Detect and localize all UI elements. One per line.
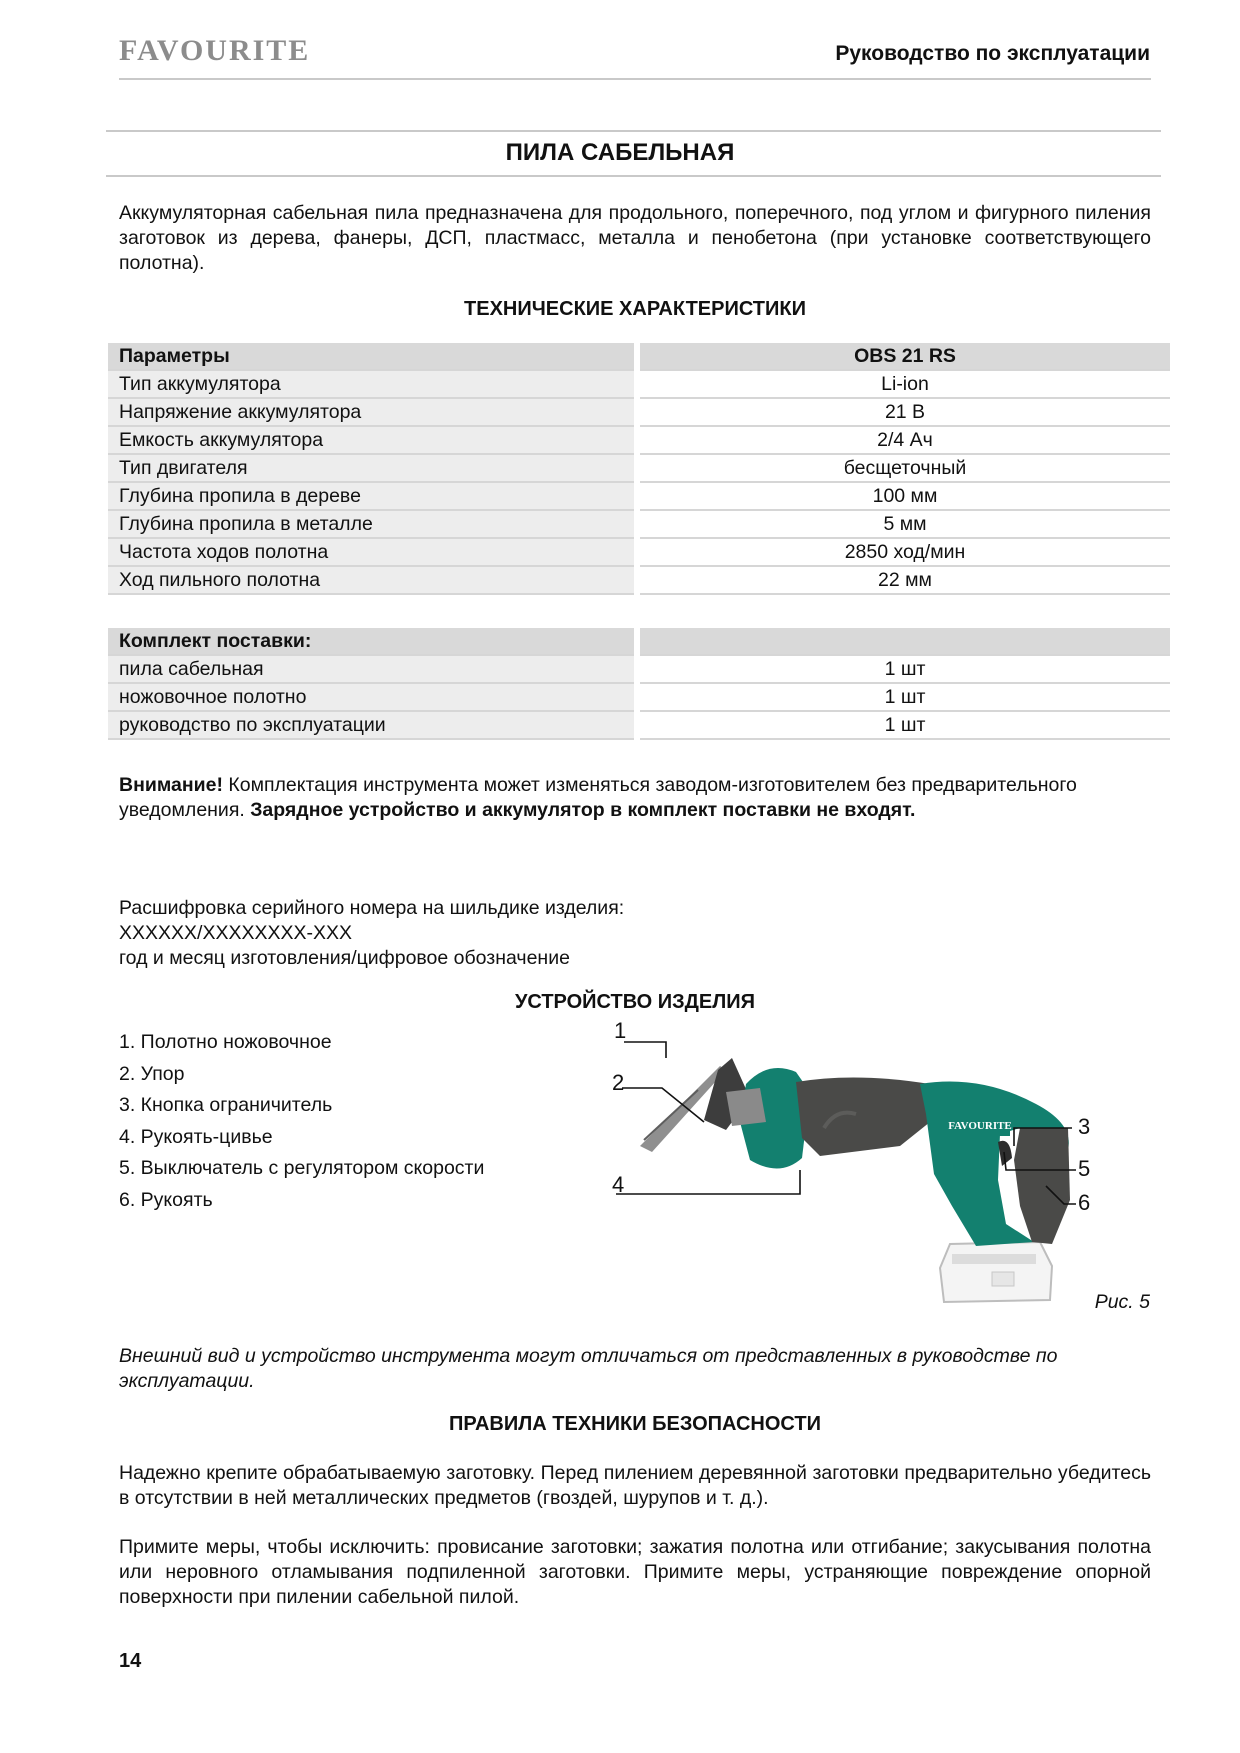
safety-paragraph-1: Надежно крепите обрабатываемую заготовку. Перед пилением деревянной заготовки предварительно убедитесь в отсутствии в ней металлических предметов (гвоздей, шурупов и т. д.). <box>119 1462 1151 1509</box>
kit-item: ножовочное полотно <box>108 684 634 712</box>
appearance-note: Внешний вид и устройство инструмента могут отличаться от представленных в руководстве по эксплуатации. <box>119 1345 1058 1392</box>
spec-param: Тип аккумулятора <box>108 371 634 399</box>
table-row <box>108 511 1170 539</box>
safety-heading: ПРАВИЛА ТЕХНИКИ БЕЗОПАСНОСТИ <box>449 1413 821 1435</box>
list-item: 3. Кнопка ограничитель <box>119 1094 333 1117</box>
table-row <box>108 567 1170 595</box>
header-rule <box>119 78 1151 80</box>
table-row <box>108 427 1170 455</box>
spec-value: 21 В <box>640 399 1170 427</box>
table-row <box>108 455 1170 483</box>
kit-item: руководство по эксплуатации <box>108 712 634 740</box>
spec-value: 2/4 Ач <box>640 427 1170 455</box>
spec-param: Частота ходов полотна <box>108 539 634 567</box>
serial-line-1: Расшифровка серийного номера на шильдике изделия: <box>119 897 625 919</box>
callout-3: 3 <box>1078 1114 1091 1139</box>
figure-caption: Рис. 5 <box>1094 1291 1150 1313</box>
spec-value: 5 мм <box>640 511 1170 539</box>
attention-note <box>119 773 1151 823</box>
table-row <box>108 712 1170 740</box>
table-row <box>108 483 1170 511</box>
intro-paragraph: Аккумуляторная сабельная пила предназначена для продольного, поперечного, под углом и фигурного пиления заготовок из дерева, фанеры, ДСП, пластмасс, металла и пенобетона (при установке соответствующего полотна). <box>119 202 1151 274</box>
kit-table <box>108 628 1170 740</box>
tool-brand-label: FAVOURITE <box>948 1120 1012 1132</box>
list-item: 2. Упор <box>119 1062 185 1085</box>
chuck-icon <box>726 1088 766 1126</box>
spec-value: 100 мм <box>640 483 1170 511</box>
table-row <box>108 371 1170 399</box>
device-heading: УСТРОЙСТВО ИЗДЕЛИЯ <box>514 991 756 1013</box>
title-rule-bottom <box>106 175 1161 177</box>
safety-paragraph-2: Примите меры, чтобы исключить: провисание заготовки; зажатия полотна или отгибание; закусывания полотна или неровного отламывания подпиленной заготовки. Примите меры, устраняющие повреждение опорной поверхности при пилении сабельной пилой. <box>119 1536 1151 1608</box>
callout-5: 5 <box>1078 1156 1091 1181</box>
list-item: 6. Рукоять <box>119 1188 213 1211</box>
spec-param: Тип двигателя <box>108 455 634 483</box>
kit-item: пила сабельная <box>108 656 634 684</box>
spec-value: бесщеточный <box>640 455 1170 483</box>
title-rule-top <box>106 130 1161 132</box>
brand-logo: FAVOURITE <box>119 34 311 67</box>
tool-grip-icon <box>796 1077 940 1156</box>
spec-param: Емкость аккумулятора <box>108 427 634 455</box>
list-item: 4. Рукоять-цивье <box>119 1125 273 1148</box>
reciprocating-saw-figure <box>600 1010 1160 1310</box>
battery-icon <box>940 1242 1052 1302</box>
callout-2: 2 <box>612 1070 625 1095</box>
parts-list <box>119 1031 484 1221</box>
attention-bold: Зарядное устройство и аккумулятор в комплект поставки не входят. <box>250 799 916 821</box>
kit-qty: 1 шт <box>640 656 1170 684</box>
callout-6: 6 <box>1078 1190 1091 1215</box>
list-item: 5. Выключатель с регулятором скорости <box>119 1157 485 1180</box>
serial-line-2: XXXXXX/XXXXXXXX-XXX <box>119 922 353 944</box>
spec-param: Глубина пропила в металле <box>108 511 634 539</box>
spec-value: 2850 ход/мин <box>640 539 1170 567</box>
rear-handle-icon <box>1014 1128 1070 1244</box>
spec-value: Li-ion <box>640 371 1170 399</box>
attention-text: Комплектация инструмента может изменяться заводом-изготовителем без предварительного уведомления. <box>119 774 1077 821</box>
table-row <box>108 399 1170 427</box>
kit-qty: 1 шт <box>640 684 1170 712</box>
spec-value: 22 мм <box>640 567 1170 595</box>
page-title: ПИЛА САБЕЛЬНАЯ <box>505 139 735 166</box>
kit-heading: Комплект поставки: <box>108 628 634 656</box>
list-item: 1. Полотно ножовочное <box>119 1031 332 1053</box>
specs-col-model: OBS 21 RS <box>640 343 1170 371</box>
spec-param: Ход пильного полотна <box>108 567 634 595</box>
spec-param: Глубина пропила в дереве <box>108 483 634 511</box>
table-row <box>108 684 1170 712</box>
page-number: 14 <box>119 1650 142 1672</box>
callout-4: 4 <box>612 1172 625 1197</box>
kit-header-row <box>108 628 1170 656</box>
header-title: Руководство по эксплуатации <box>835 42 1150 65</box>
serial-line-3: год и месяц изготовления/цифровое обозначение <box>119 947 570 969</box>
table-row <box>108 656 1170 684</box>
attention-label: Внимание! <box>119 774 223 796</box>
kit-qty: 1 шт <box>640 712 1170 740</box>
spec-param: Напряжение аккумулятора <box>108 399 634 427</box>
specs-header-row <box>108 343 1170 371</box>
specs-col-params: Параметры <box>108 343 634 371</box>
table-row <box>108 539 1170 567</box>
callout-1: 1 <box>614 1018 627 1043</box>
specs-table <box>108 343 1170 595</box>
specs-heading: ТЕХНИЧЕСКИЕ ХАРАКТЕРИСТИКИ <box>464 298 806 320</box>
